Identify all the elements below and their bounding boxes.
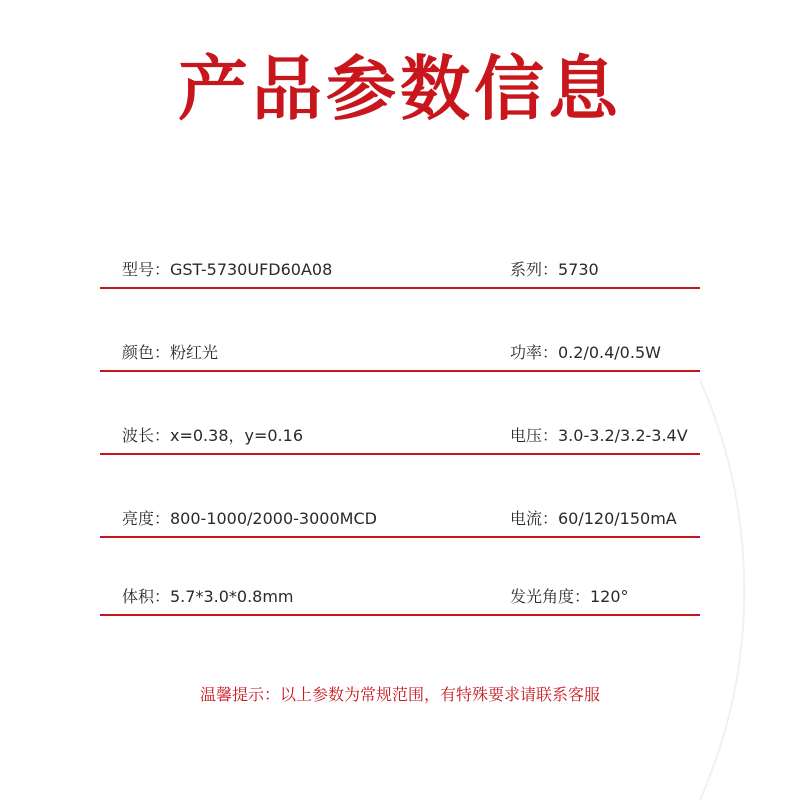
footer-note: 温馨提示：以上参数为常规范围，有特殊要求请联系客服 <box>199 685 600 704</box>
spec-row <box>100 502 700 538</box>
spec-wavelength: 波长：x=0.38，y=0.16 <box>122 426 304 445</box>
row-divider <box>100 287 700 289</box>
spec-size: 体积：5.7*3.0*0.8mm <box>122 587 294 606</box>
row-divider <box>100 536 700 538</box>
spec-power: 功率：0.2/0.4/0.5W <box>510 343 661 362</box>
spec-row <box>100 336 700 372</box>
spec-color: 颜色：粉红光 <box>122 343 219 362</box>
spec-row <box>100 253 700 289</box>
spec-brightness: 亮度：800-1000/2000-3000MCD <box>122 509 377 528</box>
spec-series: 系列：5730 <box>510 260 599 279</box>
spec-row <box>100 419 700 455</box>
spec-model: 型号：GST-5730UFD60A08 <box>122 260 333 279</box>
row-divider <box>100 370 700 372</box>
spec-beam-angle: 发光角度：120° <box>510 587 629 606</box>
spec-voltage: 电压：3.0-3.2/3.2-3.4V <box>510 426 688 445</box>
row-divider <box>100 453 700 455</box>
page-title: 产品参数信息 <box>178 48 622 130</box>
row-divider <box>100 614 700 616</box>
spec-current: 电流：60/120/150mA <box>510 509 677 528</box>
spec-row <box>100 580 700 616</box>
